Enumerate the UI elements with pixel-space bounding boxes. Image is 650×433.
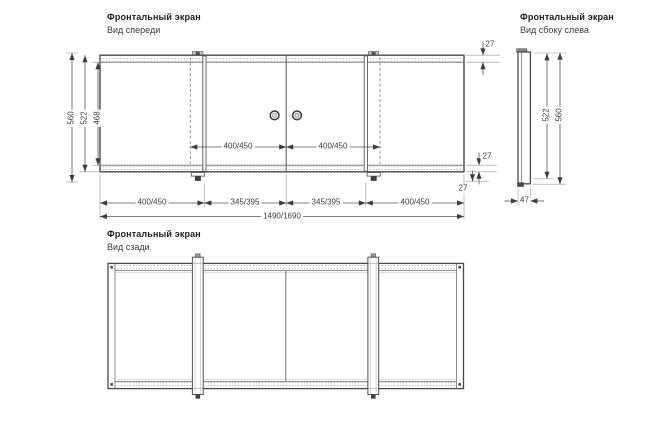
dim-front-door-left: 400/450: [223, 141, 253, 151]
dim-front-segment-2: 345/395: [230, 197, 260, 207]
dim-front-top-rail: 27: [485, 39, 495, 49]
front-view-title: Фронтальный экран: [107, 12, 201, 22]
dim-front-door-right: 400/450: [318, 141, 348, 151]
dim-front-foot-height: 27: [458, 183, 468, 193]
side-view-dimension-lines: [505, 53, 567, 206]
dim-front-bottom-rail: 27: [482, 151, 492, 161]
dim-side-depth: 47: [520, 195, 529, 205]
dim-front-total-height: 560: [66, 110, 76, 125]
front-view-subtitle: Вид спереди: [107, 25, 161, 35]
front-view-drawing: [100, 52, 464, 181]
dim-front-segment-1: 400/450: [137, 197, 167, 207]
side-view-drawing: [517, 49, 531, 187]
side-view-subtitle: Вид сбоку слева: [520, 25, 589, 35]
dim-front-total-width: 1490/1690: [263, 211, 301, 221]
rear-view-drawing: [108, 254, 464, 399]
rear-view-title: Фронтальный экран: [107, 229, 201, 239]
dim-front-panel-height: 522: [79, 110, 89, 125]
dim-front-segment-4: 400/450: [400, 197, 430, 207]
dim-side-panel-height: 522: [541, 107, 551, 122]
dim-front-inner-height: 468: [92, 110, 102, 125]
side-view-title: Фронтальный экран: [520, 12, 614, 22]
rear-view-subtitle: Вид сзади: [107, 242, 150, 252]
dim-front-segment-3: 345/395: [311, 197, 341, 207]
dim-side-total-height: 560: [554, 107, 564, 122]
